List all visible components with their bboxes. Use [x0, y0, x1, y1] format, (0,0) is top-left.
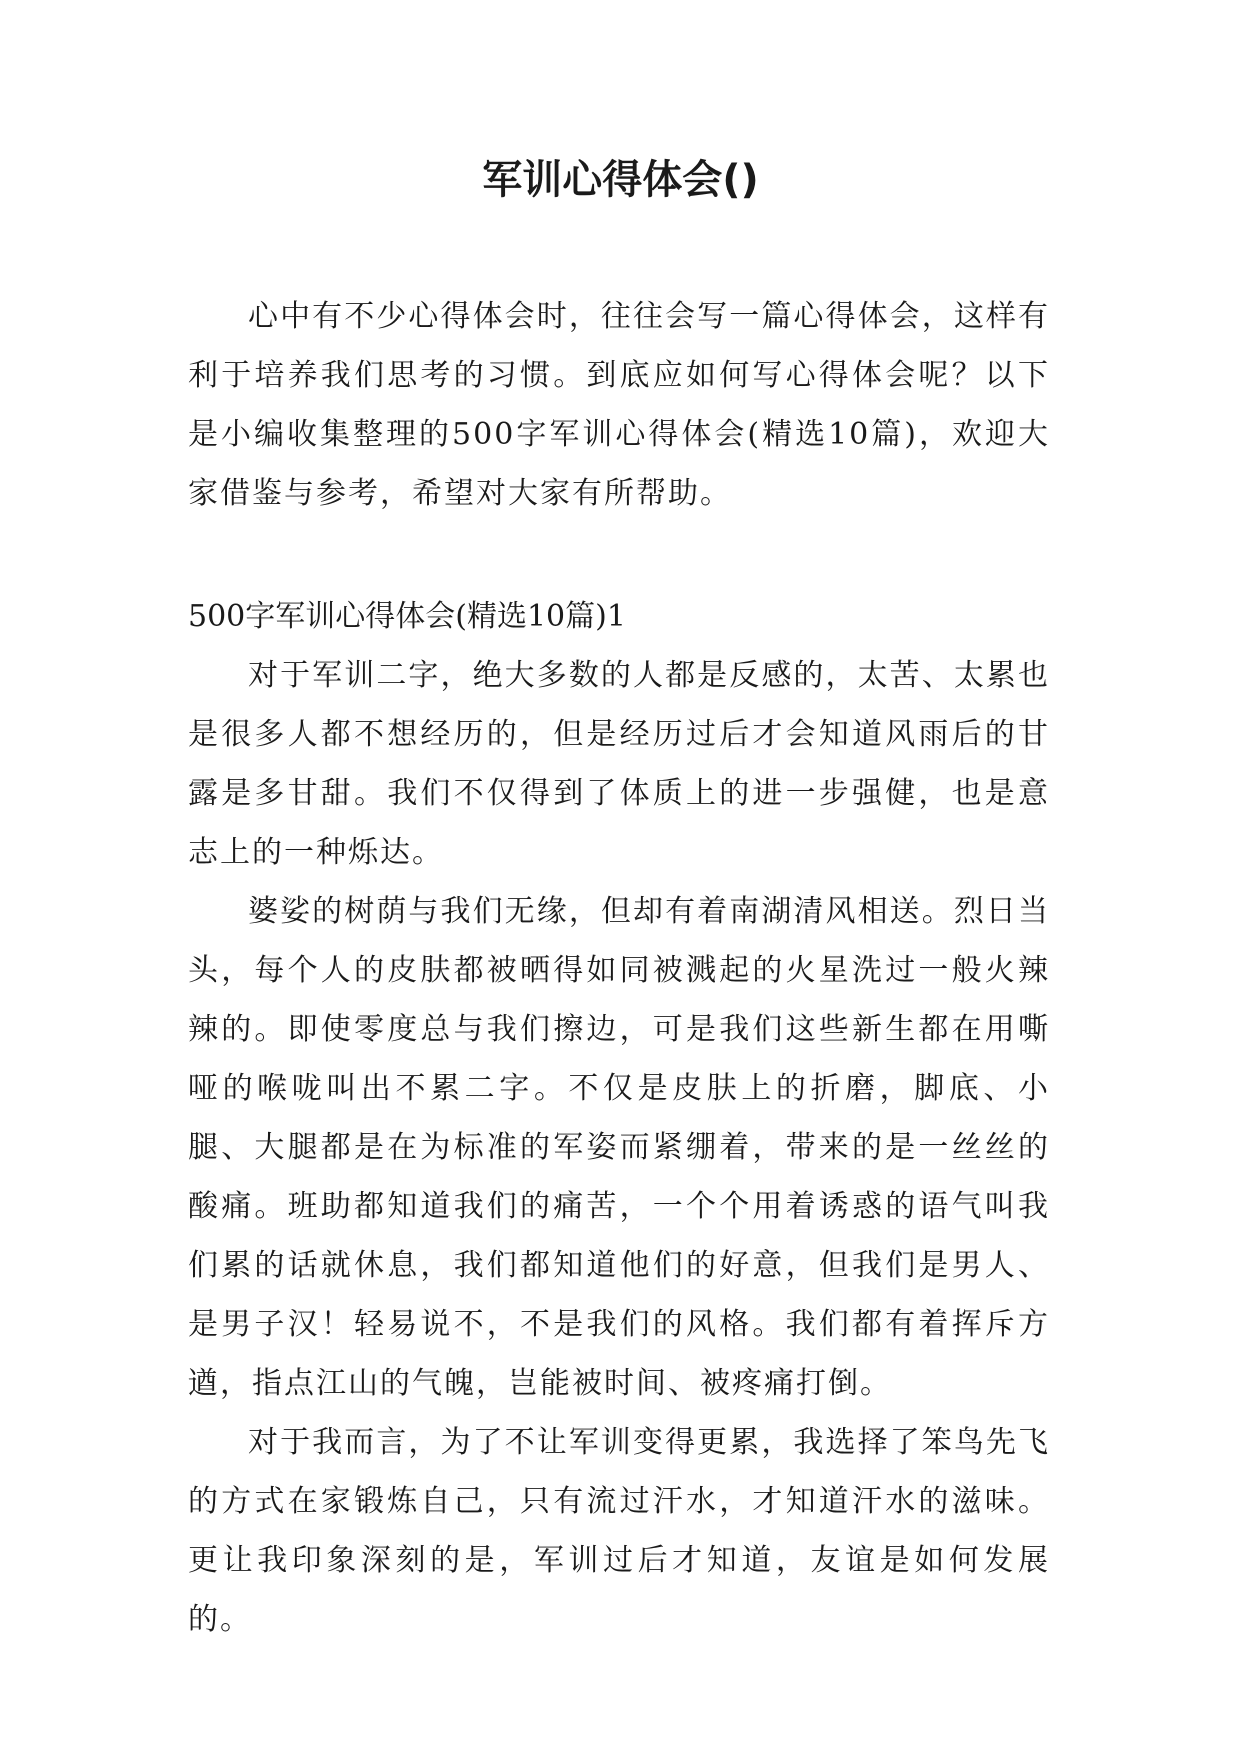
document-title: 军训心得体会() [482, 157, 759, 203]
body-paragraph-3: 对于我而言，为了不让军训变得更累，我选择了笨鸟先飞的方式在家锻炼自己，只有流过汗水，才知道汗水的滋味。更让我印象深刻的是，军训过后才知道，友谊是如何发展的。 [188, 1425, 1050, 1637]
body-paragraph-1: 对于军训二字，绝大多数的人都是反感的，太苦、太累也是很多人都不想经历的，但是经历过后才会知道风雨后的甘露是多甘甜。我们不仅得到了体质上的进一步强健，也是意志上的一种烁达。 [188, 658, 1050, 870]
section-heading: 500字军训心得体会(精选10篇)1 [188, 599, 626, 634]
document-body [188, 287, 1050, 1649]
body-paragraph-2: 婆娑的树荫与我们无缘，但却有着南湖清风相送。烈日当头，每个人的皮肤都被晒得如同被溅起的火星洗过一般火辣辣的。即使零度总与我们擦边，可是我们这些新生都在用嘶哑的喉咙叫出不累二字。不仅是皮肤上的折磨，脚底、小腿、大腿都是在为标准的军姿而紧绷着，带来的是一丝丝的酸痛。班助都知道我们的痛苦，一个个用着诱惑的语气叫我们累的话就休息，我们都知道他们的好意，但我们是男人、是男子汉！轻易说不，不是我们的风格。我们都有着挥斥方遒，指点江山的气魄，岂能被时间、被疼痛打倒。 [188, 894, 1050, 1401]
intro-paragraph: 心中有不少心得体会时，往往会写一篇心得体会，这样有利于培养我们思考的习惯。到底应如何写心得体会呢？以下是小编收集整理的500字军训心得体会(精选10篇)，欢迎大家借鉴与参考，希望对大家有所帮助。 [188, 299, 1050, 511]
